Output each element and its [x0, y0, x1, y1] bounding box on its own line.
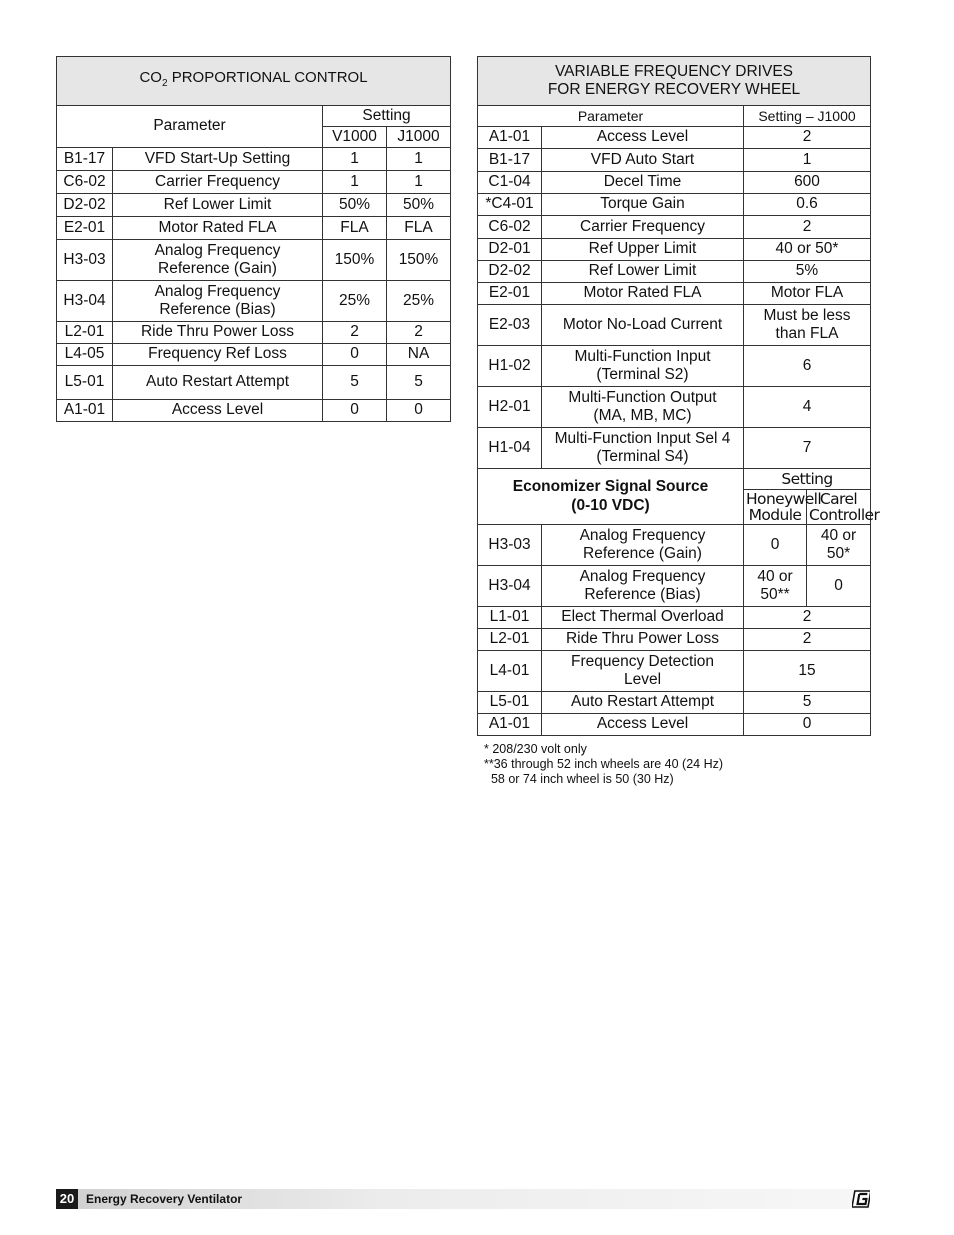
- table-row: [57, 171, 451, 194]
- param-name: Elect Thermal Overload: [542, 607, 744, 629]
- param-name: Frequency Detection Level: [542, 651, 744, 692]
- setting-value: Must be less than FLA: [744, 305, 871, 346]
- j1000-value: 1: [387, 148, 451, 171]
- param-code: C6-02: [57, 171, 113, 194]
- table-row: [57, 217, 451, 240]
- co2-parameter-header: Parameter: [57, 106, 323, 148]
- param-code: B1-17: [57, 148, 113, 171]
- param-name: VFD Start-Up Setting: [113, 148, 323, 171]
- setting-value: 600: [744, 172, 871, 194]
- param-code: A1-01: [478, 714, 542, 736]
- table-row: [57, 322, 451, 344]
- setting-value: 5%: [744, 261, 871, 283]
- param-code: H2-01: [478, 387, 542, 428]
- param-name: Motor No-Load Current: [542, 305, 744, 346]
- param-name: Analog Frequency Reference (Gain): [542, 525, 744, 566]
- table-row: [478, 692, 871, 714]
- v1000-value: 0: [323, 400, 387, 422]
- table-row: [478, 714, 871, 736]
- vfd-setting-header: Setting – J1000: [744, 106, 871, 127]
- honeywell-module-header: Honeywell Module: [744, 490, 807, 525]
- economizer-signal-header: Economizer Signal Source (0-10 VDC): [478, 469, 744, 525]
- param-code: *C4-01: [478, 194, 542, 216]
- table-row: [57, 281, 451, 322]
- setting-value: 2: [744, 216, 871, 239]
- setting-value: 2: [744, 127, 871, 149]
- table-row: [478, 651, 871, 692]
- param-code: L4-01: [478, 651, 542, 692]
- table-row: [57, 148, 451, 171]
- param-code: D2-02: [478, 261, 542, 283]
- param-name: Carrier Frequency: [113, 171, 323, 194]
- param-code: E2-01: [57, 217, 113, 240]
- param-name: Analog Frequency Reference (Gain): [113, 240, 323, 281]
- table-row: [57, 366, 451, 400]
- param-name: VFD Auto Start: [542, 149, 744, 172]
- honeywell-value: 0: [744, 525, 807, 566]
- j1000-value: 1: [387, 171, 451, 194]
- param-code: B1-17: [478, 149, 542, 172]
- j1000-value: 0: [387, 400, 451, 422]
- param-code: D2-01: [478, 239, 542, 261]
- setting-value: 2: [744, 607, 871, 629]
- vfd-parameter-header: Parameter: [478, 106, 744, 127]
- table-row: [478, 149, 871, 172]
- table-row: [478, 428, 871, 469]
- carel-value: 40 or 50*: [807, 525, 871, 566]
- param-code: L2-01: [57, 322, 113, 344]
- co2-setting-header: Setting: [323, 106, 451, 127]
- table-row: [57, 400, 451, 422]
- param-name: Ref Lower Limit: [113, 194, 323, 217]
- param-name: Access Level: [542, 714, 744, 736]
- honeywell-value: 40 or 50**: [744, 566, 807, 607]
- table-row: [478, 629, 871, 651]
- co2-j1000-header: J1000: [387, 127, 451, 148]
- param-code: E2-03: [478, 305, 542, 346]
- vfd-footnotes: [484, 742, 723, 787]
- param-name: Analog Frequency Reference (Bias): [542, 566, 744, 607]
- table-row: [478, 387, 871, 428]
- v1000-value: 1: [323, 171, 387, 194]
- j1000-value: 5: [387, 366, 451, 400]
- param-name: Auto Restart Attempt: [113, 366, 323, 400]
- setting-value: Motor FLA: [744, 283, 871, 305]
- setting-value: 7: [744, 428, 871, 469]
- j1000-value: FLA: [387, 217, 451, 240]
- table-row: [478, 283, 871, 305]
- param-code: H3-03: [478, 525, 542, 566]
- param-code: D2-02: [57, 194, 113, 217]
- table-row: [57, 240, 451, 281]
- page-number: 20: [56, 1189, 78, 1209]
- setting-value: 40 or 50*: [744, 239, 871, 261]
- param-code: H1-02: [478, 346, 542, 387]
- v1000-value: 1: [323, 148, 387, 171]
- param-code: C6-02: [478, 216, 542, 239]
- setting-value: 6: [744, 346, 871, 387]
- v1000-value: 2: [323, 322, 387, 344]
- param-code: A1-01: [57, 400, 113, 422]
- footnote: **36 through 52 inch wheels are 40 (24 Hz): [484, 757, 724, 771]
- v1000-value: 5: [323, 366, 387, 400]
- param-name: Frequency Ref Loss: [113, 344, 323, 366]
- table-row: [478, 261, 871, 283]
- v1000-value: 0: [323, 344, 387, 366]
- param-code: H1-04: [478, 428, 542, 469]
- param-code: H3-04: [478, 566, 542, 607]
- co2-v1000-header: V1000: [323, 127, 387, 148]
- footnote: 58 or 74 inch wheel is 50 (30 Hz): [484, 772, 674, 786]
- table-row: [478, 127, 871, 149]
- j1000-value: 25%: [387, 281, 451, 322]
- param-name: Multi-Function Input (Terminal S2): [542, 346, 744, 387]
- setting-value: 15: [744, 651, 871, 692]
- param-name: Torque Gain: [542, 194, 744, 216]
- setting-value: 1: [744, 149, 871, 172]
- param-name: Ride Thru Power Loss: [113, 322, 323, 344]
- v1000-value: FLA: [323, 217, 387, 240]
- carel-controller-header: Carel Controller: [807, 490, 871, 525]
- j1000-value: 2: [387, 322, 451, 344]
- table-row: [57, 344, 451, 366]
- vfd-table-title: VARIABLE FREQUENCY DRIVES FOR ENERGY RECOVERY WHEEL: [478, 57, 871, 106]
- param-name: Motor Rated FLA: [113, 217, 323, 240]
- param-code: L5-01: [478, 692, 542, 714]
- greenheck-g-icon: [852, 1190, 870, 1213]
- param-code: H3-03: [57, 240, 113, 281]
- param-name: Carrier Frequency: [542, 216, 744, 239]
- table-row: [478, 566, 871, 607]
- footnote: * 208/230 volt only: [484, 742, 587, 756]
- param-name: Auto Restart Attempt: [542, 692, 744, 714]
- param-name: Multi-Function Input Sel 4 (Terminal S4): [542, 428, 744, 469]
- v1000-value: 50%: [323, 194, 387, 217]
- param-name: Access Level: [542, 127, 744, 149]
- param-name: Motor Rated FLA: [542, 283, 744, 305]
- table-row: [478, 216, 871, 239]
- table-row: [478, 346, 871, 387]
- page-footer: [56, 1189, 870, 1209]
- v1000-value: 25%: [323, 281, 387, 322]
- param-code: L5-01: [57, 366, 113, 400]
- carel-value: 0: [807, 566, 871, 607]
- j1000-value: 150%: [387, 240, 451, 281]
- param-code: L1-01: [478, 607, 542, 629]
- param-name: Ref Lower Limit: [542, 261, 744, 283]
- param-code: L2-01: [478, 629, 542, 651]
- setting-value: 0: [744, 714, 871, 736]
- setting-value: 4: [744, 387, 871, 428]
- setting-value: 0.6: [744, 194, 871, 216]
- table-row: [57, 194, 451, 217]
- co2-table-title: $CO_2$ PROPORTIONAL CONTROL: [57, 57, 451, 106]
- j1000-value: NA: [387, 344, 451, 366]
- table-row: [478, 305, 871, 346]
- param-code: L4-05: [57, 344, 113, 366]
- table-row: [478, 194, 871, 216]
- param-name: Analog Frequency Reference (Bias): [113, 281, 323, 322]
- param-name: Ref Upper Limit: [542, 239, 744, 261]
- param-name: Ride Thru Power Loss: [542, 629, 744, 651]
- param-name: Access Level: [113, 400, 323, 422]
- param-code: A1-01: [478, 127, 542, 149]
- footer-title: Energy Recovery Ventilator: [86, 1192, 243, 1206]
- v1000-value: 150%: [323, 240, 387, 281]
- table-row: [478, 239, 871, 261]
- param-code: E2-01: [478, 283, 542, 305]
- economizer-setting-header: Setting: [744, 469, 871, 490]
- param-code: C1-04: [478, 172, 542, 194]
- param-code: H3-04: [57, 281, 113, 322]
- setting-value: 2: [744, 629, 871, 651]
- table-row: [478, 525, 871, 566]
- param-name: Decel Time: [542, 172, 744, 194]
- table-row: [478, 607, 871, 629]
- co2-control-table: [56, 56, 451, 422]
- j1000-value: 50%: [387, 194, 451, 217]
- param-name: Multi-Function Output (MA, MB, MC): [542, 387, 744, 428]
- setting-value: 5: [744, 692, 871, 714]
- vfd-table: [477, 56, 880, 736]
- table-row: [478, 172, 871, 194]
